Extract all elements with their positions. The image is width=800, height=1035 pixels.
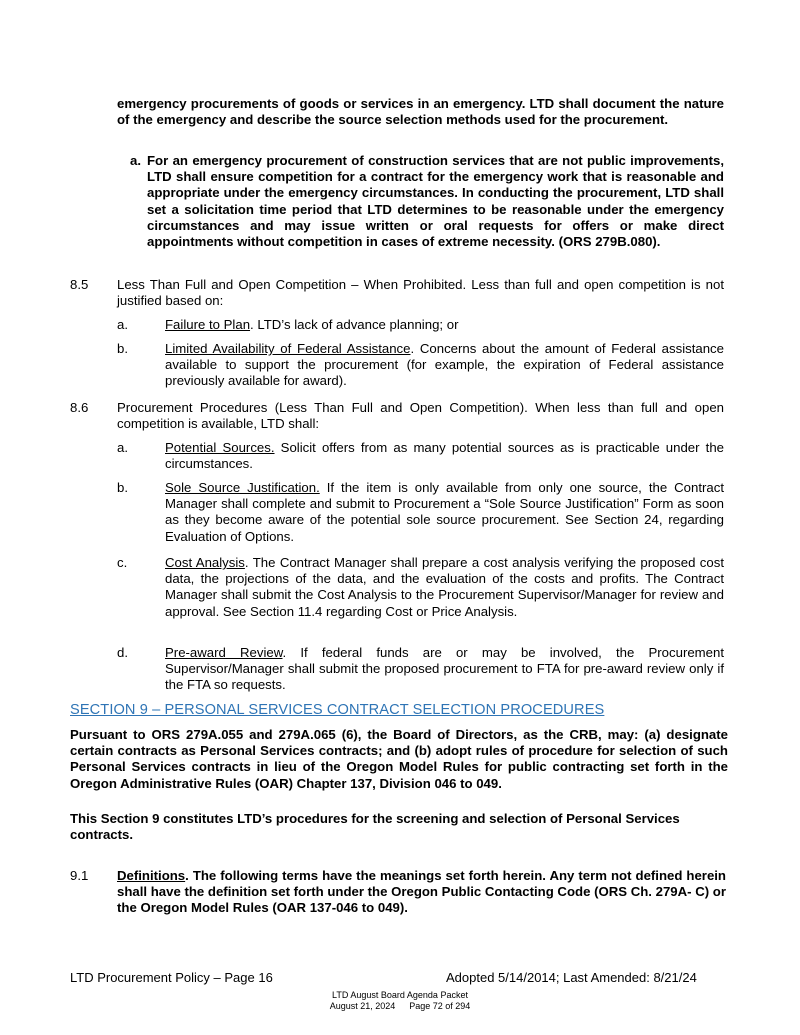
section-8-6-number: 8.6 — [70, 400, 89, 415]
section-8-6-b-marker: b. — [117, 480, 128, 495]
section-8-5-a-marker: a. — [117, 317, 128, 332]
section-8-5-b-text — [165, 341, 724, 390]
section-8-6-d-marker: d. — [117, 645, 128, 660]
section-8-6-d-rest: . If federal funds are or may be involved, the Procurement Supervisor/Manager shall submit the proposed procurement to FTA for pre-award review only if the FTA so requests. — [165, 645, 724, 693]
footer-left: LTD Procurement Policy – Page 16 — [70, 970, 273, 985]
section-8-5-text: Less Than Full and Open Competition – When Prohibited. Less than full and open competition is not justified based on: — [117, 277, 724, 309]
section-9-1-title: Definitions — [117, 868, 186, 883]
section-8-5-number: 8.5 — [70, 277, 89, 292]
intro-paragraph: emergency procurements of goods or services in an emergency. LTD shall document the nature of the emergency and describe the source selection methods used for the procurement. — [117, 96, 724, 128]
section-9-para1: Pursuant to ORS 279A.055 and 279A.065 (6), the Board of Directors, as the CRB, may: (a) designate certain contracts as Personal Services contracts; and (b) adopt rules of procedure for selection of such Personal Services contracts in lieu of the Oregon Model Rules for public contracting set forth in the Oregon Administrative Rules (OAR) Chapter 137, Division 046 to 049. — [70, 727, 728, 791]
section-8-6-text: Procurement Procedures (Less Than Full and Open Competition). When less than full and open competition is available, LTD shall: — [117, 400, 724, 432]
section-8-6-a-text — [165, 440, 724, 472]
section-8-5-b-marker: b. — [117, 341, 128, 356]
section-9-1-number: 9.1 — [70, 868, 89, 883]
item-a-marker: a. — [130, 153, 141, 168]
section-9-heading: SECTION 9 – PERSONAL SERVICES CONTRACT SELECTION PROCEDURES — [70, 702, 605, 718]
footer-page-info — [0, 1001, 800, 1012]
section-8-6-c-rest: . The Contract Manager shall prepare a cost analysis verifying the proposed cost data, the projections of the data, and the evaluation of the costs and profits. The Contract Manager shall submit the Cost Analysis to the Procurement Supervisor/Manager for review and approval. See Section 11.4 regarding Cost or Price Analysis. — [165, 555, 724, 619]
section-9-para2: This Section 9 constitutes LTD’s procedures for the screening and selection of Personal Services contracts. — [70, 811, 680, 843]
section-8-6-c-marker: c. — [117, 555, 128, 570]
section-8-6-c-title: Cost Analysis — [165, 555, 245, 570]
section-9-1-rest: . The following terms have the meanings set forth herein. Any term not defined herein shall have the definition set forth under the Oregon Public Contacting Code (ORS Ch. 279A- C) or the Oregon Model Rules (OAR 137-046 to 049). — [117, 868, 726, 916]
section-8-5-a-text — [165, 317, 724, 333]
section-8-6-d-title: Pre-award Review — [165, 645, 283, 660]
footer-packet: LTD August Board Agenda Packet — [332, 990, 468, 1000]
footer-right: Adopted 5/14/2014; Last Amended: 8/21/24 — [446, 970, 697, 985]
section-8-6-a-rest: Solicit offers from as many potential sources as is practicable under the circumstances. — [165, 440, 725, 472]
section-8-6-d-text — [165, 645, 724, 694]
footer-date: August 21, 2024 — [329, 1001, 396, 1011]
section-8-6-b-rest: If the item is only available from only one source, the Contract Manager shall complete and submit to Procurement a “Sole Source Justification” Form as soon as they become aware of the potential sole source procurement. See Section 24, regarding Evaluation of Options. — [165, 480, 724, 544]
item-a-emergency-text: For an emergency procurement of construction services that are not public improvements, LTD shall ensure competition for a contract for the emergency work that is reasonable and appropriate under the emergency circumstances. In conducting the procurement, LTD shall set a solicitation time period that LTD determines to be reasonable under the emergency circumstances and may issue written or oral requests for offers or make direct appointments without competition in cases of extreme necessity. (ORS 279B.080). — [147, 153, 724, 250]
section-8-5-a-rest: . LTD’s lack of advance planning; or — [250, 317, 459, 332]
section-8-6-a-title: Potential Sources. — [165, 440, 275, 455]
section-8-6-c-text — [165, 555, 724, 620]
footer-page-number: Page 72 of 294 — [409, 1001, 471, 1011]
section-8-5-b-title: Limited Availability of Federal Assistance — [165, 341, 411, 356]
section-8-5-b-rest: . Concerns about the amount of Federal assistance available to support the procurement (for example, the expiration of Federal assistance previously available for award). — [165, 341, 724, 389]
section-8-6-a-marker: a. — [117, 440, 128, 455]
section-8-6-b-title: Sole Source Justification. — [165, 480, 320, 495]
section-8-6-b-text — [165, 480, 724, 545]
section-9-1-text — [117, 868, 726, 917]
section-8-5-a-title: Failure to Plan — [165, 317, 251, 332]
